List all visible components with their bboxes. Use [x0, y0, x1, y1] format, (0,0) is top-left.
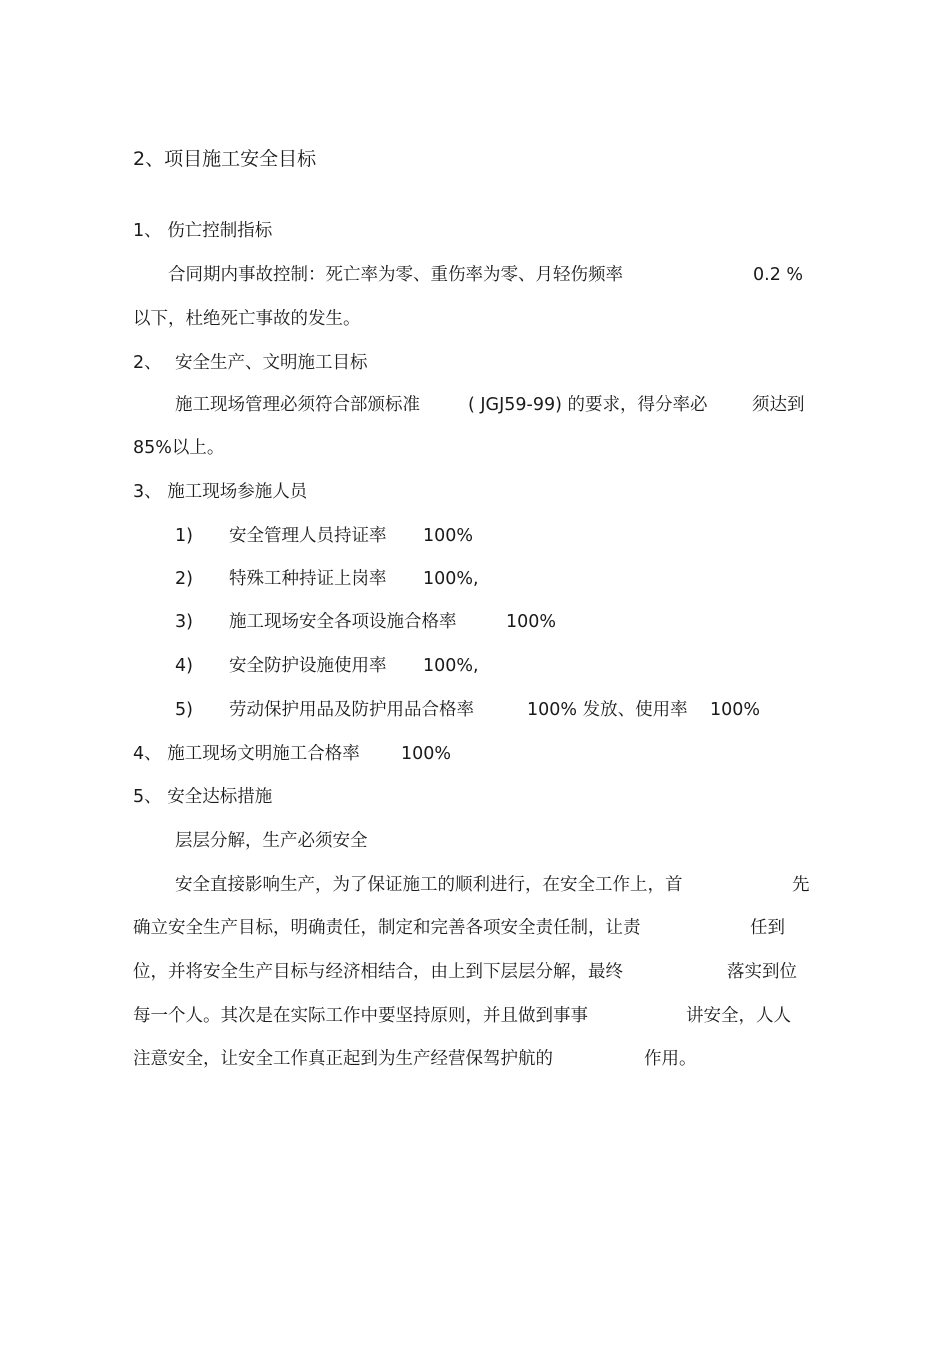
standard-paragraph-line-1b: ( JGJ59-99) 的要求，得分率必: [468, 395, 708, 415]
list-item-value: 100% 发放、使用率: [527, 700, 688, 720]
heading-casualty-control: 1、 伤亡控制指标: [133, 221, 273, 241]
heading-safety-production-num: 2、: [133, 353, 162, 373]
casualty-paragraph-line-2: 以下，杜绝死亡事故的发生。: [133, 309, 361, 329]
heading-safety-production: 安全生产、文明施工目标: [175, 353, 368, 373]
casualty-rate-value: 0.2 %: [753, 265, 804, 285]
list-item-number: 3): [175, 612, 193, 632]
measures-paragraph-line-5-tail: 作用。: [644, 1049, 697, 1069]
heading-site-personnel: 3、 施工现场参施人员: [133, 482, 308, 502]
list-item-text: 劳动保护用品及防护用品合格率: [229, 700, 474, 720]
measures-paragraph-line-3-tail: 落实到位: [727, 962, 797, 982]
standard-paragraph-line-1c: 须达到: [752, 395, 805, 415]
measures-paragraph-line-3: 位，并将安全生产目标与经济相结合，由上到下层层分解，最终: [133, 962, 623, 982]
list-item-number: 1): [175, 526, 193, 546]
heading-site-civilization: 4、 施工现场文明施工合格率: [133, 744, 360, 764]
standard-paragraph-line-2: 85%以上。: [133, 438, 225, 458]
measures-paragraph-line-1: 安全直接影响生产，为了保证施工的顺利进行，在安全工作上，首: [175, 875, 683, 895]
list-item-value: 100%,: [423, 569, 479, 589]
section-title: 2、项目施工安全目标: [133, 148, 317, 170]
heading-safety-measures: 5、 安全达标措施: [133, 787, 273, 807]
measures-paragraph-line-2: 确立安全生产目标，明确责任，制定和完善各项安全责任制，让责: [133, 918, 641, 938]
list-item-value: 100%: [506, 612, 557, 632]
list-item-number: 2): [175, 569, 193, 589]
casualty-paragraph-line-1: 合同期内事故控制：死亡率为零、重伤率为零、月轻伤频率: [168, 265, 623, 285]
list-item-text: 施工现场安全各项设施合格率: [229, 612, 457, 632]
list-item-text: 安全管理人员持证率: [229, 526, 387, 546]
measures-paragraph-line-4-tail: 讲安全，人人: [686, 1006, 791, 1026]
standard-paragraph-line-1a: 施工现场管理必须符合部颁标准: [175, 395, 420, 415]
list-item-value: 100%,: [423, 656, 479, 676]
site-civilization-value: 100%: [401, 744, 452, 764]
measures-paragraph-line-5: 注意安全，让安全工作真正起到为生产经营保驾护航的: [133, 1049, 553, 1069]
list-item-text: 特殊工种持证上岗率: [229, 569, 387, 589]
list-item-value-secondary: 100%: [710, 700, 761, 720]
measures-paragraph-line-1-tail: 先: [792, 875, 810, 895]
measures-paragraph-line-4: 每一个人。其次是在实际工作中要坚持原则，并且做到事事: [133, 1006, 588, 1026]
list-item-text: 安全防护设施使用率: [229, 656, 387, 676]
list-item-value: 100%: [423, 526, 474, 546]
subheading-layered-breakdown: 层层分解，生产必须安全: [175, 831, 368, 851]
measures-paragraph-line-2-tail: 任到: [750, 918, 785, 938]
list-item-number: 4): [175, 656, 193, 676]
list-item-number: 5): [175, 700, 193, 720]
